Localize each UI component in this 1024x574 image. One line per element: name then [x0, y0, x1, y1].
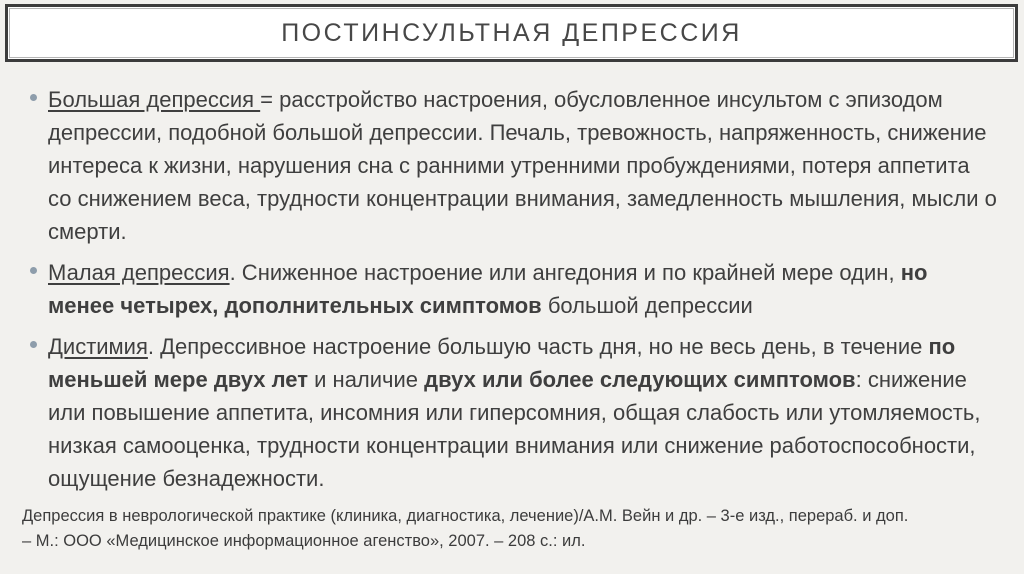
- text-segment: по меньшей мере двух лет: [48, 334, 956, 392]
- bullet-text: [48, 83, 998, 248]
- list-item: [24, 256, 998, 322]
- text-segment: Малая депрессия: [48, 260, 230, 285]
- bullet-icon: [30, 267, 37, 274]
- text-segment: Дистимия: [48, 334, 148, 359]
- slide-body: [24, 83, 998, 503]
- text-segment: . Сниженное настроение или ангедония и по крайней мере один,: [229, 260, 901, 285]
- text-segment: Большая депрессия: [48, 87, 261, 112]
- bullet-marker-column: [24, 256, 48, 322]
- text-segment: большой депрессии: [541, 293, 753, 318]
- bullet-text: [48, 256, 998, 322]
- text-segment: : снижение или повышение аппетита, инсомния или гиперсомния, общая слабость или утомляемость, низкая самооценка, трудности концентрации внимания или снижение работоспособности, ощущение безнадежности.: [48, 367, 981, 491]
- citation-line: Депрессия в неврологической практике (клиника, диагностика, лечение)/А.М. Вейн и др. – 3-е изд., перераб. и доп.: [22, 507, 909, 525]
- bullet-icon: [30, 341, 37, 348]
- text-segment: . Депрессивное настроение большую часть дня, но не весь день, в течение: [147, 334, 929, 359]
- list-item: [24, 330, 998, 495]
- text-segment: но менее четырех, дополнительных симптомов: [48, 260, 928, 318]
- list-item: [24, 83, 998, 248]
- page-title: ПОСТИНСУЛЬТНАЯ ДЕПРЕССИЯ: [281, 18, 742, 47]
- bullet-icon: [30, 94, 37, 101]
- source-citation: [22, 504, 1000, 554]
- bullet-marker-column: [24, 330, 48, 495]
- text-segment: = расстройство настроения, обусловленное инсультом с эпизодом депрессии, подобной большой депрессии. Печаль, тревожность, напряженность, снижение интереса к жизни, нарушения сна с ранними утренними пробуждениями, потеря аппетита со снижением веса, трудности концентрации внимания, замедленность мышления, мысли о смерти.: [48, 87, 997, 244]
- bullet-marker-column: [24, 83, 48, 248]
- text-segment: и наличие: [308, 367, 425, 392]
- bullet-text: [48, 330, 998, 495]
- citation-line: – М.: ООО «Медицинское информационное агенство», 2007. – 208 с.: ил.: [22, 532, 586, 550]
- slide-title-box: [5, 4, 1018, 62]
- text-segment: двух или более следующих симптомов: [424, 367, 856, 392]
